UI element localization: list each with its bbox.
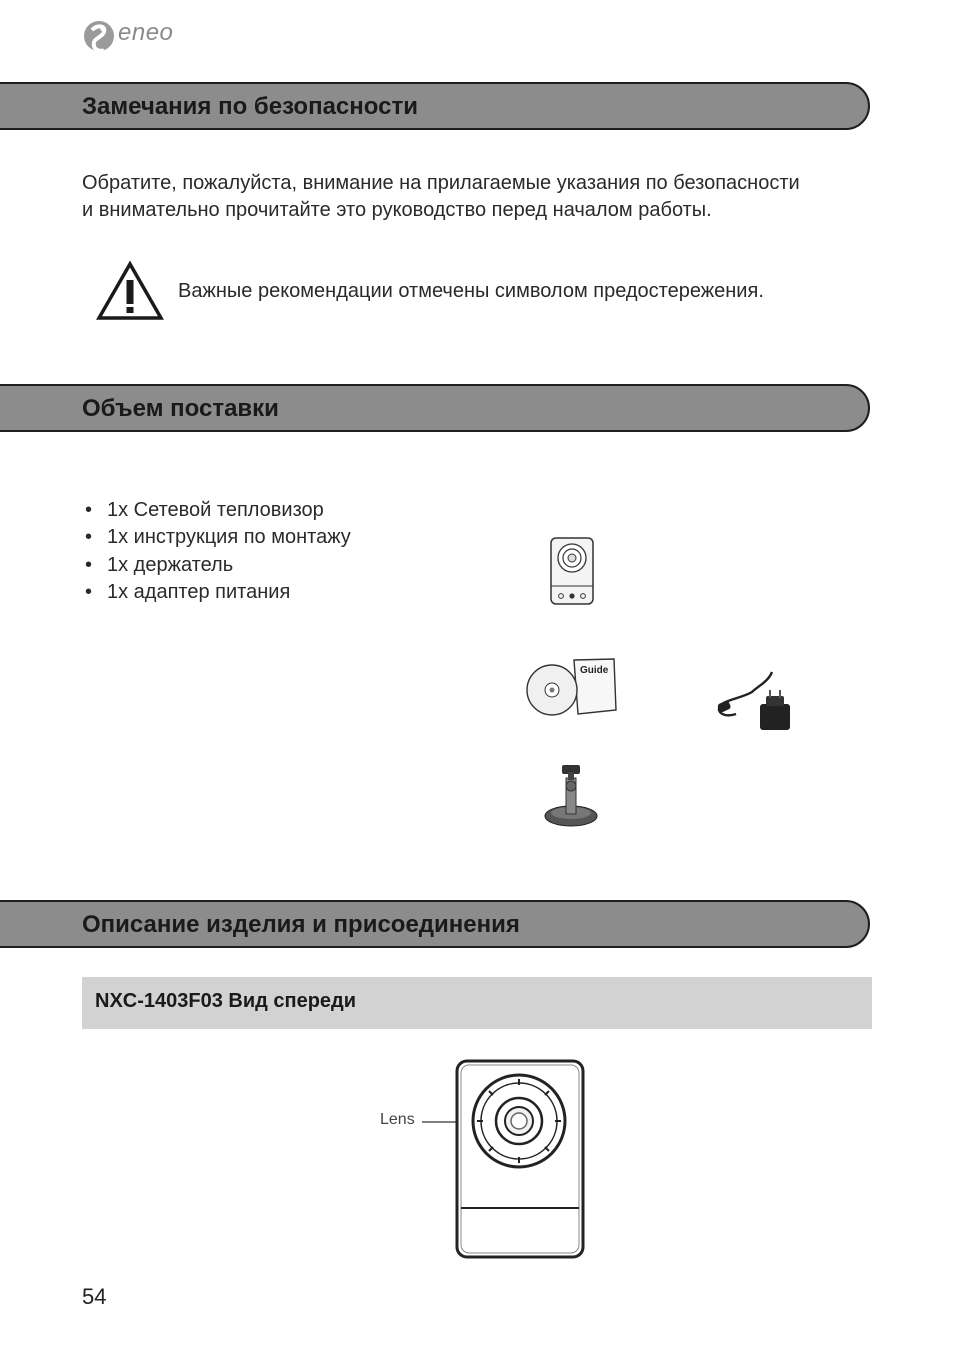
cd-and-guide-image <box>524 656 620 718</box>
subsection-header <box>82 977 872 1029</box>
safety-paragraph: Обратите, пожалуйста, внимание на прилагаемые указания по безопасности и внимательно прочитайте это руководство перед началом работы. <box>82 172 800 221</box>
bullet: • <box>85 580 93 603</box>
section-title: Замечания по безопасности <box>82 93 418 120</box>
section-title: Объем поставки <box>82 395 279 422</box>
guide-label: Guide <box>580 665 609 676</box>
warning-note: Важные рекомендации отмечены символом предостережения. <box>178 280 764 302</box>
mount-bracket-image <box>542 760 600 830</box>
list-item <box>82 497 351 524</box>
section-title: Описание изделия и присоединения <box>82 911 520 938</box>
power-adapter-image <box>712 668 796 734</box>
camera-thumbnail-image <box>548 536 596 608</box>
camera-front-view-diagram <box>420 1058 588 1260</box>
brand-name: eneo <box>118 19 174 46</box>
bullet: • <box>85 553 93 576</box>
subsection-title: NXC-1403F03 Вид спереди <box>95 990 357 1012</box>
bullet: • <box>85 499 93 521</box>
lens-label: Lens <box>380 1111 415 1128</box>
list-item <box>82 524 351 551</box>
list-item-text: 1x Сетевой тепловизор <box>107 499 324 521</box>
list-item <box>82 552 351 579</box>
list-item-text: 1x инструкция по монтажу <box>107 526 351 549</box>
section-header-safety <box>0 82 870 130</box>
section-header-description <box>0 900 870 948</box>
warning-triangle-icon <box>96 260 164 322</box>
list-item-text: 1x адаптер питания <box>107 580 291 603</box>
bullet: • <box>85 526 93 549</box>
page-number: 54 <box>82 1284 107 1309</box>
supply-list <box>82 497 351 606</box>
list-item-text: 1x держатель <box>107 553 234 576</box>
section-header-supply <box>0 384 870 432</box>
list-item <box>82 579 351 606</box>
